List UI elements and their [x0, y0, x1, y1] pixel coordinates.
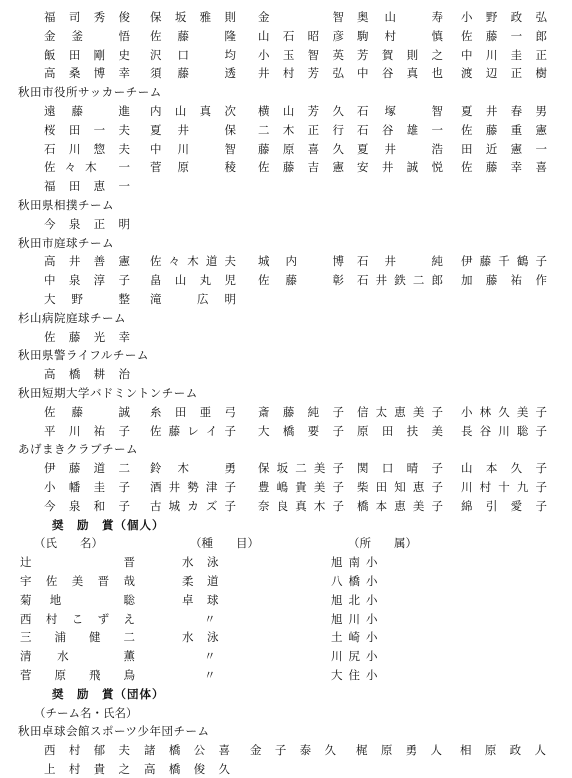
person-name: 二 木 正 行 [258, 122, 344, 137]
person-name: 畠 山 丸 児 [150, 273, 236, 288]
person-name: 石 川 惣 夫 [44, 141, 130, 156]
award-row [0, 666, 572, 684]
event-name: 〃 [204, 668, 217, 682]
name-row [0, 290, 572, 308]
school-name: 大住小 [331, 668, 384, 682]
team-name: 秋田県警ライフルチーム [18, 348, 149, 363]
person-name: 高 橋 耕 治 [44, 367, 130, 382]
person-name: 佐 藤 光 幸 [44, 329, 130, 344]
recipient-name: 三 浦 健 二 [20, 630, 136, 645]
person-name: 佐 々 木 一 [44, 160, 130, 175]
person-name: 糸 田 亜 弓 [150, 404, 236, 419]
person-name: 佐 藤 レ イ 子 [150, 423, 236, 438]
person-name: 夏 井 浩 [357, 141, 443, 156]
name-row [0, 8, 572, 26]
person-name: 飯 田 剛 史 [44, 47, 130, 62]
person-name: 諸 橋 公 喜 [144, 743, 230, 758]
person-name: 佐 々 木 道 夫 [150, 254, 236, 269]
person-name: 原 田 扶 美 [357, 423, 443, 438]
person-name: 須 藤 透 [150, 66, 236, 81]
person-name: 夏 井 春 男 [461, 104, 547, 118]
name-row [0, 422, 572, 440]
column-header: （所 属） [348, 536, 417, 551]
person-name: 柴 田 知 恵 子 [357, 480, 443, 494]
award-group-subtitle: （チーム名・氏名） [34, 705, 138, 720]
event-name: 柔 道 [182, 574, 220, 588]
person-name: 伊 藤 道 二 [44, 461, 130, 476]
person-name: 佐 藤 幸 喜 [461, 160, 547, 175]
team-heading [0, 346, 572, 364]
team-heading [0, 83, 572, 101]
person-name: 横 山 芳 久 [258, 104, 344, 118]
person-name: 田 近 憲 一 [461, 141, 547, 156]
person-name: 金 智 [258, 10, 344, 24]
person-name: 相 原 政 人 [460, 743, 546, 758]
event-name: 〃 [204, 649, 217, 664]
person-name: 菅 原 稜 [150, 160, 236, 175]
name-row [0, 252, 572, 270]
person-name: 夏 井 保 [150, 122, 236, 137]
person-name: 山 石 昭 彦 [258, 28, 344, 43]
person-name: 佐 藤 重 憲 [461, 122, 547, 137]
name-row [0, 760, 572, 778]
person-name: 石 井 鉄 二 郎 [357, 273, 443, 288]
person-name: 内 山 真 次 [150, 104, 236, 118]
person-name: 信 太 恵 美 子 [357, 404, 443, 419]
name-row [0, 741, 572, 759]
person-name: 奥 山 寿 [357, 10, 443, 24]
person-name: 佐 藤 彰 [258, 273, 344, 288]
person-name: 中 川 智 [150, 141, 236, 156]
award-row [0, 610, 572, 628]
person-name: 佐 藤 一 郎 [461, 28, 547, 43]
person-name: 古 城 カ ズ 子 [150, 498, 236, 513]
event-name: 水 泳 [182, 555, 220, 570]
person-name: 佐 藤 隆 [150, 28, 236, 43]
person-name: 高 井 善 憲 [44, 254, 130, 269]
name-row [0, 46, 572, 64]
team-name: 秋田短期大学バドミントンチーム [18, 386, 198, 400]
person-name: 城 内 博 [258, 254, 344, 269]
recipient-name: 菅 原 飛 鳥 [20, 668, 136, 682]
person-name: 保 坂 二 美 子 [258, 461, 344, 476]
person-name: 橋 本 恵 美 子 [357, 498, 443, 513]
team-heading [0, 722, 572, 740]
person-name: 大 野 整 [44, 292, 130, 306]
team-name: 杉山病院庭球チーム [18, 310, 126, 325]
school-name: 旭川小 [331, 611, 384, 626]
person-name: 桜 田 一 夫 [44, 122, 130, 137]
name-row [0, 497, 572, 515]
person-name: 奈 良 真 木 子 [258, 498, 344, 513]
person-name: 梶 原 勇 人 [356, 743, 442, 758]
person-name: 大 橋 要 子 [258, 423, 344, 438]
person-name: 藤 原 喜 久 [258, 141, 344, 156]
name-row [0, 64, 572, 82]
person-name: 金 釜 悟 [44, 28, 130, 43]
name-row [0, 140, 572, 158]
name-row [0, 102, 572, 120]
award-title-row [0, 685, 572, 703]
person-name: 今 泉 和 子 [44, 498, 130, 513]
person-name: 井 村 芳 弘 [258, 66, 344, 81]
recipient-name: 辻 晋 [20, 555, 136, 570]
name-row [0, 328, 572, 346]
school-name: 土崎小 [331, 630, 384, 645]
name-row [0, 478, 572, 496]
person-name: 鈴 木 勇 [150, 461, 236, 476]
person-name: 渡 辺 正 樹 [461, 66, 547, 81]
recipient-name: 宇 佐 美 晋 哉 [20, 574, 136, 588]
team-name: 秋田市役所サッカーチーム [18, 85, 162, 100]
award-row [0, 591, 572, 609]
team-name: あげまきクラブチーム [18, 442, 138, 457]
person-name: 福 司 秀 俊 [44, 10, 130, 24]
person-name: 芳 賀 則 之 [357, 47, 443, 62]
school-name: 八橋小 [331, 574, 384, 588]
person-name: 関 口 晴 子 [357, 461, 443, 476]
name-row [0, 27, 572, 45]
person-name: 小 玉 智 英 [258, 47, 344, 62]
person-name: 加 藤 祐 作 [461, 273, 547, 288]
person-name: 佐 藤 吉 憲 [258, 160, 344, 175]
person-name: 佐 藤 誠 [44, 404, 130, 419]
event-name: 水 泳 [182, 630, 220, 645]
person-name: 平 川 祐 子 [44, 423, 130, 438]
name-row [0, 177, 572, 195]
name-row [0, 459, 572, 477]
team-heading [0, 384, 572, 402]
person-name: 上 村 貴 之 [44, 762, 130, 776]
team-name: 秋田市庭球チーム [18, 235, 114, 250]
person-name: 斎 藤 純 子 [258, 404, 344, 419]
person-name: 西 村 郁 夫 [44, 743, 130, 758]
school-name: 川尻小 [331, 649, 384, 664]
event-name: 卓 球 [182, 592, 220, 607]
person-name: 中 谷 真 也 [357, 66, 443, 81]
column-header: （種 目） [190, 536, 259, 551]
name-row [0, 403, 572, 421]
person-name: 川 村 十 九 子 [461, 480, 547, 494]
person-name: 石 谷 雄 一 [357, 122, 443, 137]
person-name: 山 本 久 子 [461, 461, 547, 476]
person-name: 小 野 政 弘 [461, 10, 547, 24]
team-heading [0, 440, 572, 458]
award-group-sub [0, 704, 572, 722]
person-name: 今 泉 正 明 [44, 216, 130, 231]
person-name: 長 谷 川 聡 子 [461, 423, 547, 438]
award-row [0, 553, 572, 571]
event-name: 〃 [204, 611, 217, 626]
recipient-name: 清 水 薫 [20, 649, 136, 664]
name-row [0, 271, 572, 289]
person-name: 保 坂 雅 則 [150, 10, 236, 24]
award-group-title: 奨 励 賞（団体） [52, 686, 165, 701]
school-name: 旭南小 [331, 555, 384, 570]
team-heading [0, 309, 572, 327]
person-name: 中 川 圭 正 [461, 47, 547, 62]
award-individual-title: 奨 励 賞（個人） [52, 517, 165, 532]
person-name: 小 幡 圭 子 [44, 480, 130, 494]
person-name: 伊 藤 千 鶴 子 [461, 254, 547, 269]
person-name: 遠 藤 進 [44, 104, 130, 118]
name-row [0, 121, 572, 139]
person-name: 高 橋 俊 久 [144, 762, 230, 776]
team-heading [0, 234, 572, 252]
team-heading [0, 196, 572, 214]
person-name: 高 桑 博 幸 [44, 66, 130, 81]
person-name: 石 井 純 [357, 254, 443, 269]
team-name: 秋田県相撲チーム [18, 198, 114, 212]
recipient-name: 西 村 こ ず え [20, 611, 136, 626]
person-name: 酒 井 勢 津 子 [150, 480, 236, 494]
name-row [0, 215, 572, 233]
name-row [0, 158, 572, 176]
column-header: （氏 名） [34, 536, 103, 551]
person-name: 福 田 恵 一 [44, 179, 130, 194]
person-name: 中 泉 淳 子 [44, 273, 130, 288]
person-name: 綿 引 愛 子 [461, 498, 547, 513]
person-name: 安 井 誠 悦 [357, 160, 443, 175]
person-name: 沢 口 均 [150, 47, 236, 62]
name-row [0, 365, 572, 383]
award-column-headers [0, 534, 572, 552]
award-row [0, 647, 572, 665]
award-row [0, 572, 572, 590]
person-name: 金 子 泰 久 [250, 743, 336, 758]
person-name: 駒 村 慎 [357, 28, 443, 43]
team-name: 秋田卓球会館スポーツ少年団チーム [18, 724, 210, 739]
school-name: 旭北小 [331, 592, 384, 607]
award-row [0, 628, 572, 646]
recipient-name: 菊 地 聡 [20, 592, 136, 607]
person-name: 豊 嶋 貴 美 子 [258, 480, 344, 494]
person-name: 滝 広 明 [150, 292, 236, 306]
person-name: 小 林 久 美 子 [461, 404, 547, 419]
award-title-row [0, 516, 572, 534]
person-name: 石 塚 智 [357, 104, 443, 118]
